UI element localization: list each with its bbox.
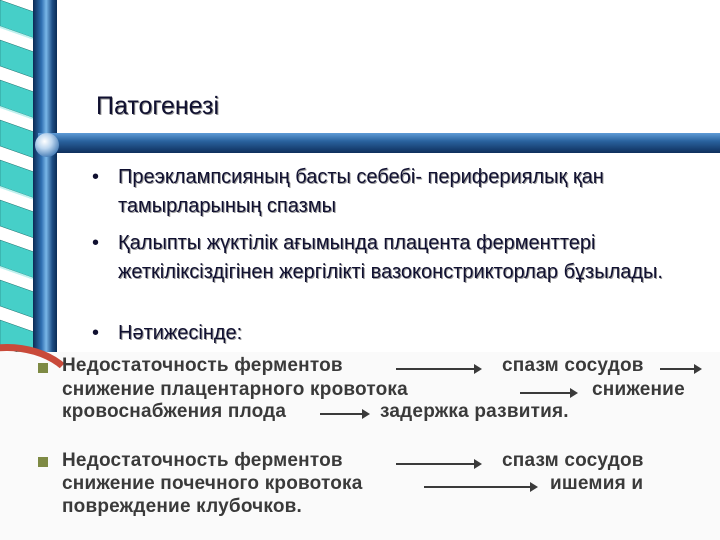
scan-text: ишемия и [550, 473, 644, 494]
bullet-item [92, 163, 678, 221]
scan-text: снижение плацентарного кровотока [62, 379, 408, 400]
scan-text: задержка развития. [380, 401, 569, 422]
arrow-icon [520, 392, 576, 394]
scan-text: Недостаточность ферментов [62, 450, 343, 471]
rod-knob-decoration [35, 133, 59, 157]
scan-text: спазм сосудов [502, 355, 644, 376]
horizontal-bar-decoration [38, 133, 720, 153]
arrow-icon [660, 368, 700, 370]
vertical-rod-decoration [33, 0, 57, 360]
bullet-text: Преэклампсияның басты себебі- перифериялық қан тамырларының спазмы [118, 166, 604, 217]
scan-text: кровоснабжения плода [62, 401, 287, 422]
square-bullet-icon [38, 363, 48, 373]
scan-text: снижение [592, 379, 685, 400]
arrow-icon [396, 368, 480, 370]
scan-text: Недостаточность ферментов [62, 355, 343, 376]
bullet-marker: • [92, 166, 100, 188]
arrow-icon [320, 413, 368, 415]
arrow-icon [424, 486, 536, 488]
scan-text: снижение почечного кровотока [62, 473, 363, 494]
scan-text: спазм сосудов [502, 450, 644, 471]
bullet-item [92, 319, 242, 348]
bullet-marker: • [92, 322, 100, 344]
bullet-text: Нәтижесінде: [118, 322, 243, 344]
scan-text: повреждение клубочков. [62, 496, 303, 517]
bullet-marker: • [92, 232, 100, 254]
bullet-item [92, 229, 678, 287]
arrow-icon [396, 463, 480, 465]
square-bullet-icon [38, 457, 48, 467]
slide-title: Патогенезі [96, 92, 220, 120]
bullet-text: Қалыпты жүктілік ағымында плацента ферменттері жеткіліксіздігінен жергілікті вазоконстрикторлар бұзылады. [118, 232, 663, 283]
